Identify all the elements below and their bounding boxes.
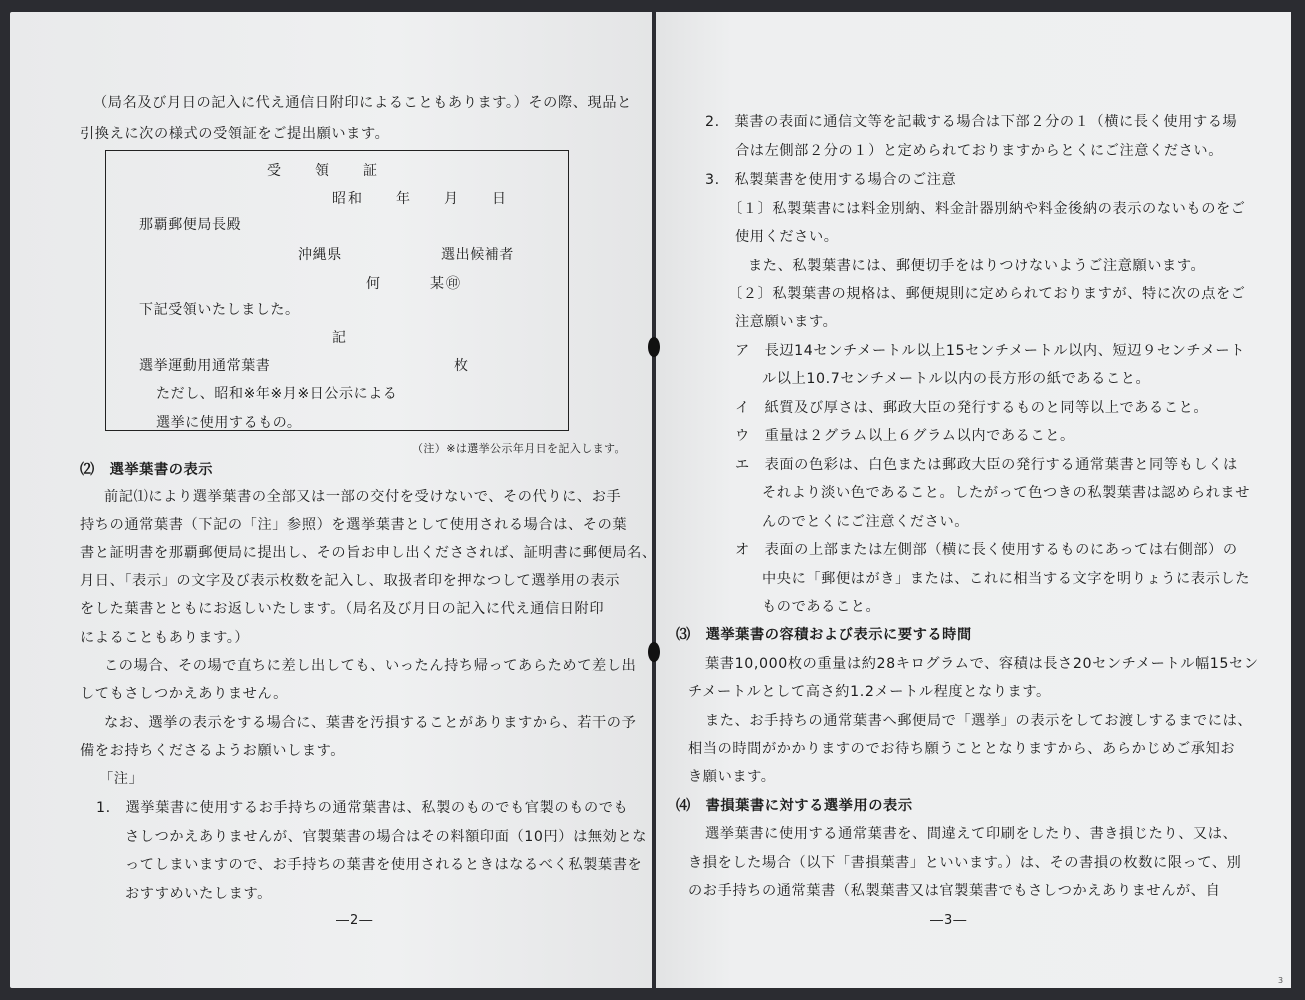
body-line: 葉書10,000枚の重量は約28キログラムで、容積は長さ20センチメートル幅15セン: [705, 656, 1259, 672]
note-item: おすすめいたします。: [125, 886, 272, 902]
body-line: してもさしつかえありません。: [80, 686, 288, 702]
body-line: 2. 葉書の表面に通信文等を記載する場合は下部２分の１（横に長く使用する場: [705, 114, 1238, 130]
body-line: 前記⑴により選挙葉書の全部又は一部の交付を受けないで、その代りに、お手: [104, 489, 622, 505]
body-line: また、私製葉書には、郵便切手をはりつけないようご注意願います。: [748, 258, 1206, 274]
body-line: ウ 重量は２グラム以上６グラム以内であること。: [735, 428, 1075, 444]
body-line: ものであること。: [762, 599, 881, 615]
note-item: 1. 選挙葉書に使用するお手持ちの通常葉書は、私製のものでも官製のものでも: [96, 800, 629, 816]
body-line: エ 表面の色彩は、白色または郵政大臣の発行する通常葉書と同等もしくは: [735, 457, 1238, 473]
body-line: それより淡い色であること。したがって色つきの私製葉書は認められませ: [762, 485, 1250, 501]
page-number-left: ―2―: [336, 913, 374, 928]
body-line: をした葉書とともにお返しいたします。（局名及び月日の記入に代え通信日附印: [80, 601, 605, 617]
body-line: この場合、その場で直ちに差し出しても、いったん持ち帰ってあらためて差し出: [104, 658, 637, 674]
body-line: 備をお持ちくださるようお願いします。: [80, 743, 346, 759]
receipt-form: [105, 150, 569, 431]
body-line: き願います。: [688, 769, 776, 785]
receipt-proviso: ただし、昭和※年※月※日公示による: [156, 386, 398, 402]
body-line: 注意願います。: [735, 314, 838, 330]
body-line: 月日、「表示」の文字及び表示枚数を記入し、取扱者印を押なつして選挙用の表示: [80, 573, 621, 589]
corner-mark: 3: [1278, 976, 1284, 985]
body-line: き損をした場合（以下「書損葉書」といいます。）は、その書損の枚数に限って、別: [688, 855, 1242, 871]
section-heading: ⑵ 選挙葉書の表示: [80, 462, 214, 478]
intro-line: 引換えに次の様式の受領証をご提出願います。: [80, 126, 390, 142]
receipt-addressee: 那覇郵便局長殿: [139, 217, 242, 233]
receipt-candidate-name: 何 某㊞: [366, 276, 462, 292]
body-line: 使用ください。: [735, 229, 839, 245]
intro-line: （局名及び月日の記入に代え通信日附印によることもあります。）その際、現品と: [93, 95, 632, 111]
note-item: ってしまいますので、お手持ちの葉書を使用されるときはなるべく私製葉書を: [125, 857, 643, 873]
body-line: 〔１〕私製葉書には料金別納、料金計器別納や料金後納の表示のないものをご: [728, 201, 1246, 217]
section-heading: ⑷ 書損葉書に対する選挙用の表示: [676, 798, 913, 814]
body-line: ル以上10.7センチメートル以内の長方形の紙であること。: [762, 371, 1151, 387]
body-line: 相当の時間がかかりますのでお待ち願うこととなりますから、あらかじめご承知お: [688, 741, 1236, 757]
section-heading: ⑶ 選挙葉書の容積および表示に要する時間: [676, 627, 972, 643]
receipt-date-line: 昭和 年 月 日: [332, 191, 508, 207]
page-number-right: ―3―: [930, 913, 968, 928]
binding-hole-upper: [648, 337, 660, 357]
body-line: また、お手持ちの通常葉書へ郵便局で「選挙」の表示をしてお渡しするまでには、: [705, 713, 1253, 729]
body-line: 書と証明書を那覇郵便局に提出し、その旨お申し出くださされば、証明書に郵便局名、: [80, 545, 657, 561]
body-line: 選挙葉書に使用する通常葉書を、間違えて印刷をしたり、書き損じたり、又は、: [705, 826, 1238, 842]
receipt-statement: 下記受領いたしました。: [139, 302, 300, 318]
body-line: オ 表面の上部または左側部（横に長く使用するものにあっては右側部）の: [735, 542, 1238, 558]
receipt-title: 受 領 証: [267, 163, 379, 179]
body-line: 持ちの通常葉書（下記の「注」参照）を選挙葉書として使用される場合は、その葉: [80, 517, 628, 533]
note-heading: 「注」: [99, 771, 144, 787]
binding-hole-lower: [648, 642, 660, 662]
receipt-prefecture: 沖縄県: [298, 247, 342, 263]
body-line: 中央に「郵便はがき」または、これに相当する文字を明りょうに表示した: [762, 571, 1250, 587]
receipt-candidate-label: 選出候補者: [441, 247, 514, 263]
body-line: ア 長辺14センチメートル以上15センチメートル以内、短辺９センチメート: [735, 343, 1246, 359]
body-line: 〔２〕私製葉書の規格は、郵便規則に定められておりますが、特に次の点をご: [728, 286, 1246, 302]
body-line: んのでとくにご注意ください。: [762, 514, 970, 530]
body-line: によることもあります。）: [80, 630, 250, 646]
note-item: さしつかえありませんが、官製葉書の場合はその料額印面（10円）は無効とな: [125, 829, 648, 845]
receipt-proviso: 選挙に使用するもの。: [156, 415, 302, 431]
form-note: （注）※は選挙公示年月日を記入します。: [412, 442, 626, 455]
body-line: 合は左側部２分の１）と定められておりますからとくにご注意ください。: [735, 143, 1223, 159]
body-line: なお、選挙の表示をする場合に、葉書を汚損することがありますから、若干の予: [104, 715, 637, 731]
receipt-ki: 記: [332, 330, 347, 346]
body-line: イ 紙質及び厚さは、郵政大臣の発行するものと同等以上であること。: [735, 400, 1209, 416]
receipt-item: 選挙運動用通常葉書: [139, 358, 271, 374]
body-line: のお手持ちの通常葉書（私製葉書又は官製葉書でもさしつかえありませんが、自: [688, 883, 1221, 899]
body-line: 3. 私製葉書を使用する場合のご注意: [705, 172, 957, 188]
body-line: チメートルとして高さ約1.2メートル程度となります。: [688, 684, 1051, 700]
receipt-unit: 枚: [454, 358, 469, 374]
